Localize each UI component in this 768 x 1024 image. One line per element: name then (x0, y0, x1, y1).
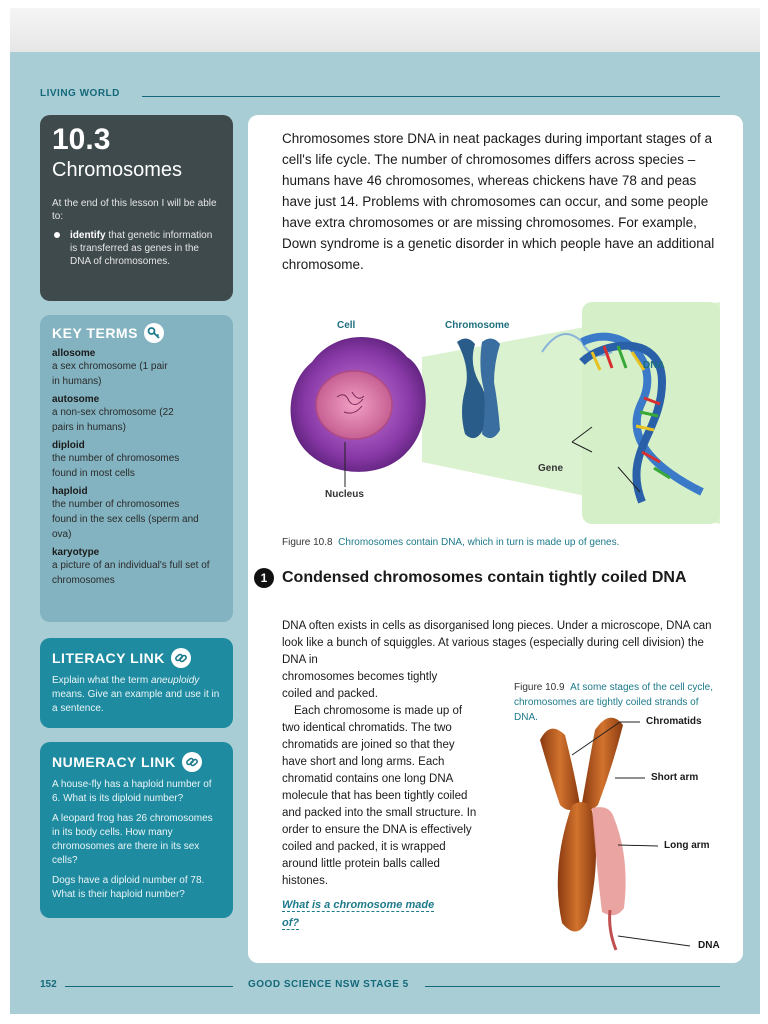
label-nucleus: Nucleus (325, 489, 364, 500)
label-chromosome: Chromosome (445, 320, 510, 331)
label-cell: Cell (337, 320, 356, 331)
section-1-heading (254, 568, 694, 588)
term-haploid: haploid (52, 486, 88, 497)
figure-10-8-caption: Figure 10.8 Chromosomes contain DNA, which in turn is made up of genes. (282, 537, 620, 548)
lesson-box (40, 115, 233, 301)
check-question: What is a chromosome made of? (282, 899, 435, 929)
lesson-objective (52, 229, 221, 268)
section-label: LIVING WORLD (40, 88, 120, 99)
figure-10-9-caption: Figure 10.9 At some stages of the cell cycle, chromosomes are tightly coiled strands of DNA. (514, 682, 713, 723)
numeracy-link-box (40, 742, 233, 918)
objective-verb: identify (70, 230, 106, 241)
lesson-title: Chromosomes (52, 159, 183, 181)
link-icon (171, 648, 191, 668)
numeracy-q3: Dogs have a diploid number of 78. What is their haploid number? (52, 875, 205, 900)
literacy-title: LITERACY LINK (52, 650, 165, 666)
section-1-para-1b: chromosomes becomes tightly coiled and packed. (282, 671, 438, 700)
literacy-text: Explain what the term aneuploidy means. Give an example and use it in a sentence. (52, 675, 220, 714)
page-number: 152 (40, 979, 57, 990)
figure-10-8 (282, 302, 720, 524)
label-dna: DNA (698, 940, 720, 951)
def-allosome: a sex chromosome (1 pair in humans) (52, 361, 168, 387)
literacy-link-box (40, 638, 233, 728)
footer-title: GOOD SCIENCE NSW STAGE 5 (248, 979, 409, 990)
key-terms-heading (52, 323, 221, 343)
def-diploid: the number of chromosomes found in most cells (52, 453, 180, 479)
numeracy-title: NUMERACY LINK (52, 754, 176, 770)
term-karyotype: karyotype (52, 547, 100, 558)
key-terms-title: KEY TERMS (52, 325, 138, 341)
section-1-para-1: DNA often exists in cells as disorganised long pieces. Under a microscope, DNA can look like a bunch of squiggles. At various stages (especially during cell division) the DNA in (282, 620, 712, 666)
term-allosome: allosome (52, 348, 96, 359)
footer-rule-right (425, 986, 720, 987)
def-haploid: the number of chromosomes found in the sex cells (sperm and ova) (52, 499, 199, 540)
intro-paragraph: Chromosomes store DNA in neat packages during important stages of a cell's life cycle. The number of chromosomes differs across species – humans have 46 chromosomes, whereas chickens have 78 and peas have just 14. Problems with chromosomes can occur, and some people have extra chromosomes or are missing chromosomes. For example, Down syndrome is a genetic disorder in which people have an additional chromosome. (282, 131, 715, 272)
figure-10-9 (500, 700, 730, 960)
section-number-badge: 1 (254, 568, 274, 588)
def-karyotype: a picture of an individual's full set of chromosomes (52, 560, 210, 586)
link-icon (182, 752, 202, 772)
chromosome-illustration (500, 700, 730, 960)
numeracy-q2: A leopard frog has 26 chromosomes in its body cells. How many chromosomes are there in its sex cells? (52, 813, 213, 866)
literacy-heading (52, 648, 221, 668)
key-icon (144, 323, 164, 343)
section-1-body (282, 669, 482, 890)
numeracy-q1: A house-fly has a haploid number of 6. What is its diploid number? (52, 779, 212, 804)
def-autosome: a non-sex chromosome (22 pairs in humans) (52, 407, 174, 433)
footer-rule-left (65, 986, 233, 987)
section-rule (142, 96, 720, 97)
label-chromatids: Chromatids (646, 716, 702, 727)
label-short-arm: Short arm (651, 772, 699, 783)
numeracy-heading (52, 752, 221, 772)
section-1-title: Condensed chromosomes contain tightly coiled DNA (282, 569, 687, 586)
section-1-para-2: Each chromosome is made up of two identical chromatids. The two chromatids are joined so that they have short and long arms. Each chromatid contains one long DNA molecule that has been tightly coiled and packed into the small structure. In order to ensure the DNA is effectively coiled and packed, it is wrapped around little protein balls called histones. (282, 705, 477, 887)
bullet-icon (54, 232, 60, 238)
term-diploid: diploid (52, 440, 85, 451)
label-long-arm: Long arm (664, 840, 710, 851)
objective-text: that genetic information is transferred as genes in the DNA of chromosomes. (70, 230, 213, 267)
key-terms-box (40, 315, 233, 622)
page-top-edge (10, 8, 760, 52)
lesson-intro: At the end of this lesson I will be able to: (52, 198, 217, 222)
label-gene: Gene (538, 463, 564, 474)
lesson-number: 10.3 (52, 123, 111, 156)
term-autosome: autosome (52, 394, 100, 405)
label-dna: DNA (643, 360, 665, 371)
